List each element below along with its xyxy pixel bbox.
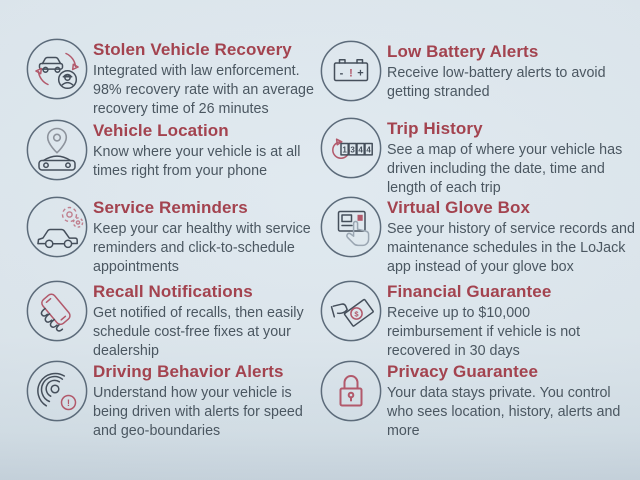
virtual-glove-box-icon	[320, 196, 382, 258]
feature-description: Receive up to $10,000 reimbursement if vehicle is not recovered in 30 days	[387, 305, 581, 360]
feature-title: Financial Guarantee	[387, 282, 552, 301]
odometer-digit: 3	[350, 145, 355, 155]
feature-description: Integrated with law enforcement. 98% recovery rate with an average recovery time of 26 minutes	[93, 63, 314, 118]
feature-financial-guarantee	[320, 280, 617, 361]
feature-description: Understand how your vehicle is being driven with alerts for speed and geo-boundaries	[93, 385, 303, 440]
alert-exclamation-glyph: !	[66, 398, 71, 409]
feature-privacy-guarantee	[320, 360, 639, 441]
feature-description: Get notified of recalls, then easily schedule cost-free fixes at your dealership	[93, 305, 304, 360]
feature-title: Vehicle Location	[93, 121, 229, 140]
dollar-glyph: $	[354, 309, 359, 319]
odometer-digit: 1	[342, 145, 347, 155]
battery-plus-glyph: +	[357, 67, 364, 80]
feature-vehicle-location	[26, 119, 329, 181]
feature-title: Virtual Glove Box	[387, 198, 531, 217]
low-battery-alerts-icon	[320, 40, 382, 102]
battery-minus-glyph: -	[339, 67, 344, 80]
vehicle-location-icon	[26, 119, 88, 181]
odometer-digit: 4	[366, 145, 371, 155]
recall-notifications-icon	[26, 280, 88, 342]
feature-title: Recall Notifications	[93, 282, 253, 301]
driving-behavior-alerts-icon	[26, 360, 88, 422]
feature-stolen-vehicle-recovery	[26, 38, 329, 119]
feature-driving-behavior-alerts	[26, 360, 329, 441]
feature-service-reminders	[26, 196, 329, 277]
feature-recall-notifications	[26, 280, 329, 361]
feature-title: Stolen Vehicle Recovery	[93, 40, 292, 59]
feature-trip-history	[320, 117, 639, 198]
privacy-guarantee-icon	[320, 360, 382, 422]
feature-description: Your data stays private. You control who sees location, history, alerts and more	[387, 385, 621, 440]
battery-alert-glyph: !	[349, 67, 353, 80]
stolen-vehicle-recovery-icon	[26, 38, 88, 100]
feature-low-battery-alerts	[320, 40, 639, 102]
service-reminders-icon	[26, 196, 88, 258]
feature-description: Keep your car healthy with service reminders and click-to-schedule appointments	[93, 221, 311, 276]
feature-description: Know where your vehicle is at all times right from your phone	[93, 144, 301, 180]
feature-title: Privacy Guarantee	[387, 362, 539, 381]
feature-description: See a map of where your vehicle has driven including the date, time and length of each trip	[387, 142, 623, 197]
feature-title: Service Reminders	[93, 198, 248, 217]
odometer-digit: 4	[358, 145, 363, 155]
feature-virtual-glove-box	[320, 196, 639, 277]
feature-title: Trip History	[387, 119, 483, 138]
feature-title: Driving Behavior Alerts	[93, 362, 284, 381]
feature-description: See your history of service records and maintenance schedules in the LoJack app instead of your glove box	[387, 221, 635, 276]
trip-history-icon	[320, 117, 382, 179]
financial-guarantee-icon	[320, 280, 382, 342]
feature-description: Receive low-battery alerts to avoid getting stranded	[387, 65, 606, 101]
feature-title: Low Battery Alerts	[387, 42, 539, 61]
